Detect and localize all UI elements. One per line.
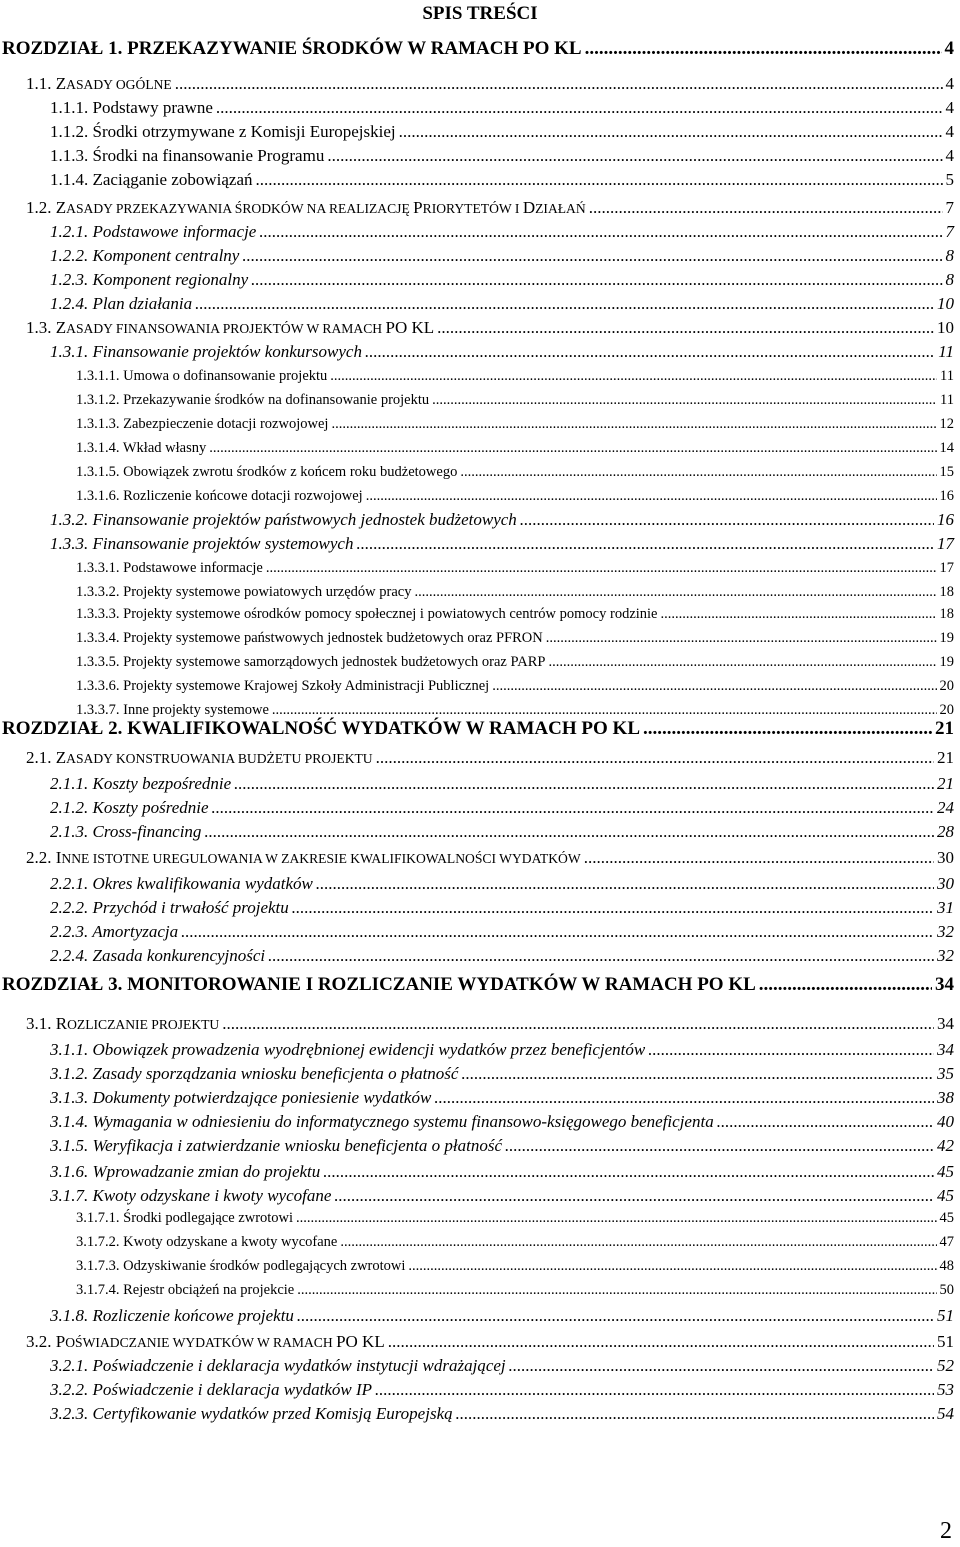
toc-page-number: 5: [945, 170, 954, 189]
toc-entry[interactable]: [50, 1112, 954, 1132]
toc-entry[interactable]: [50, 98, 954, 118]
toc-dot-leader: [432, 392, 937, 409]
toc-page-number: 16: [937, 510, 954, 529]
toc-entry-label: [26, 1332, 385, 1352]
toc-dot-leader: [643, 718, 932, 740]
toc-entry-label-part: 1.1.: [26, 74, 56, 93]
toc-entry-label: 3.1.1. Obowiązek prowadzenia wyodrębnionej ewidencji wydatków przez beneficjentów: [50, 1040, 646, 1059]
toc-dot-leader: [216, 98, 943, 118]
toc-entry-label-part: ASADY FINANSOWANIA PROJEKTÓW W RAMACH: [66, 321, 386, 336]
toc-dot-leader: [365, 342, 935, 362]
toc-entry[interactable]: [50, 294, 954, 314]
toc-entry-label-part: 2.1.: [26, 748, 56, 767]
toc-page-number: 10: [937, 318, 954, 337]
toc-page-number: 40: [937, 1112, 954, 1131]
toc-entry-label-part: OŚWIADCZANIE WYDATKÓW W RAMACH: [65, 1335, 337, 1350]
toc-entry-label: 1.3.1.5. Obowiązek zwrotu środków z końcem roku budżetowego: [76, 464, 458, 480]
toc-entry[interactable]: [50, 1306, 954, 1326]
toc-chapter-entry[interactable]: [2, 718, 954, 740]
toc-dot-leader: [460, 464, 936, 481]
toc-entry-label: ROZDZIAŁ 3. MONITOROWANIE I ROZLICZANIE WYDATKÓW W RAMACH PO KL: [2, 974, 756, 995]
toc-entry[interactable]: [50, 822, 954, 842]
toc-entry-label: 1.3.1. Finansowanie projektów konkursowych: [50, 342, 362, 361]
toc-dot-leader: [330, 368, 937, 385]
toc-dot-leader: [585, 38, 942, 60]
toc-entry-label-part: PO KL: [385, 318, 435, 337]
toc-entry-label: 1.2.3. Komponent regionalny: [50, 270, 249, 289]
toc-page-number: 19: [939, 630, 954, 646]
toc-page-number: 38: [937, 1088, 954, 1107]
toc-page-number: 10: [937, 294, 954, 313]
toc-entry[interactable]: [76, 702, 954, 719]
toc-page-number: 51: [937, 1332, 954, 1351]
toc-entry[interactable]: [76, 368, 954, 385]
toc-chapter-entry[interactable]: [2, 38, 954, 60]
toc-page-number: 20: [939, 702, 954, 718]
toc-dot-leader: [242, 246, 942, 266]
toc-page-number: 34: [937, 1040, 954, 1059]
toc-dot-leader: [297, 1282, 936, 1299]
toc-chapter-entry[interactable]: [2, 974, 954, 996]
toc-entry[interactable]: [26, 318, 954, 338]
toc-dot-leader: [509, 1356, 934, 1376]
toc-entry[interactable]: [50, 774, 954, 794]
toc-entry-label: [26, 198, 586, 218]
toc-entry-label-part: RIORYTETÓW I: [422, 201, 523, 216]
toc-entry-label: 2.1.3. Cross-financing: [50, 822, 202, 841]
toc-dot-leader: [520, 510, 934, 530]
toc-entry-label-part: ZIAŁAŃ: [535, 201, 586, 216]
toc-page-number: 24: [937, 798, 954, 817]
toc-entry-label: 1.1.1. Podstawy prawne: [50, 98, 213, 117]
toc-entry[interactable]: [50, 1186, 954, 1206]
toc-entry[interactable]: [50, 1088, 954, 1108]
toc-entry-label: 2.1.1. Koszty bezpośrednie: [50, 774, 232, 793]
toc-dot-leader: [356, 534, 934, 554]
toc-dot-leader: [437, 318, 934, 338]
toc-entry-label: ROZDZIAŁ 2. KWALIFIKOWALNOŚĆ WYDATKÓW W RAMACH PO KL: [2, 718, 640, 739]
toc-entry-label: 1.3.1.2. Przekazywanie środków na dofinansowanie projektu: [76, 392, 430, 408]
toc-entry[interactable]: [76, 1210, 954, 1227]
toc-entry-label: 2.2.3. Amortyzacja: [50, 922, 179, 941]
toc-entry-label-part: 1.2.: [26, 198, 56, 217]
toc-dot-leader: [181, 922, 934, 942]
toc-entry-label: [26, 318, 434, 338]
toc-entry-label: 3.1.3. Dokumenty potwierdzające poniesienie wydatków: [50, 1088, 432, 1107]
toc-entry-label: 1.2.1. Podstawowe informacje: [50, 222, 257, 241]
toc-dot-leader: [456, 1404, 934, 1424]
toc-entry-label: 3.1.5. Weryfikacja i zatwierdzanie wniosku beneficjenta o płatność: [50, 1136, 503, 1155]
toc-dot-leader: [414, 584, 936, 601]
toc-dot-leader: [548, 654, 936, 671]
page-title: SPIS TREŚCI: [422, 3, 538, 24]
toc-entry-label: 2.2.2. Przychód i trwałość projektu: [50, 898, 289, 917]
toc-entry[interactable]: [50, 1040, 954, 1060]
toc-entry-label: 3.1.4. Wymagania w odniesieniu do informatycznego systemu finansowo-księgowego beneficjenta: [50, 1112, 714, 1131]
toc-entry-label: 1.3.3.6. Projekty systemowe Krajowej Szkoły Administracji Publicznej: [76, 678, 490, 694]
toc-entry-label-part: Z: [55, 198, 67, 217]
toc-entry-label: [26, 74, 172, 94]
toc-dot-leader: [505, 1136, 934, 1156]
toc-page-number: 51: [937, 1306, 954, 1325]
toc-entry[interactable]: [50, 534, 954, 554]
toc-entry-label: 3.1.2. Zasady sporządzania wniosku beneficjenta o płatność: [50, 1064, 459, 1083]
toc-entry[interactable]: [50, 1064, 954, 1084]
toc-entry-label-part: Z: [55, 748, 67, 767]
toc-entry-label: [26, 848, 581, 868]
toc-page-number: 16: [939, 488, 954, 504]
toc-page-number: 30: [937, 848, 954, 867]
toc-entry[interactable]: [76, 440, 954, 457]
toc-dot-leader: [259, 222, 942, 242]
toc-page-number: 32: [937, 922, 954, 941]
toc-dot-leader: [340, 1234, 936, 1251]
toc-entry-label: 1.3.3. Finansowanie projektów systemowych: [50, 534, 354, 553]
toc-page-number: 17: [937, 534, 954, 553]
toc-dot-leader: [759, 974, 932, 996]
toc-entry[interactable]: [50, 874, 954, 894]
toc-entry[interactable]: [76, 606, 954, 623]
toc-entry[interactable]: [26, 198, 954, 218]
toc-page-number: 32: [937, 946, 954, 965]
toc-entry-label: 3.1.7.2. Kwoty odzyskane a kwoty wycofane: [76, 1234, 338, 1250]
toc-entry[interactable]: [50, 1136, 954, 1156]
toc-dot-leader: [296, 1210, 936, 1227]
toc-dot-leader: [584, 848, 934, 868]
toc-entry[interactable]: [26, 848, 954, 868]
toc-entry-label: 3.1.7.1. Środki podlegające zwrotowi: [76, 1210, 294, 1226]
toc-dot-leader: [366, 488, 937, 505]
toc-entry[interactable]: [76, 630, 954, 647]
toc-dot-leader: [334, 1186, 934, 1206]
toc-entry-label: [26, 1014, 219, 1034]
toc-entry-label-part: 2.2.: [26, 848, 56, 867]
toc-entry[interactable]: [26, 1332, 954, 1352]
toc-page-number: 12: [939, 416, 954, 432]
toc-entry[interactable]: [76, 1282, 954, 1299]
toc-dot-leader: [323, 1162, 934, 1182]
toc-dot-leader: [461, 1064, 934, 1084]
toc-page-number: 8: [945, 246, 954, 265]
toc-dot-leader: [195, 294, 934, 314]
toc-page-number: 18: [939, 584, 954, 600]
toc-entry[interactable]: [76, 1234, 954, 1251]
toc-entry[interactable]: [76, 654, 954, 671]
toc-page-number: 4: [945, 146, 954, 165]
toc-entry-label: 1.3.3.1. Podstawowe informacje: [76, 560, 263, 576]
toc-entry-label: 3.1.7.3. Odzyskiwanie środków podlegających zwrotowi: [76, 1258, 406, 1274]
toc-entry-label-part: 3.2.: [26, 1332, 56, 1351]
toc-entry[interactable]: [50, 246, 954, 266]
toc-entry-label-part: P: [55, 1332, 66, 1351]
toc-page-number: 21: [937, 774, 954, 793]
toc-page-number: 50: [939, 1282, 954, 1298]
toc-dot-leader: [222, 1014, 934, 1034]
toc-page-number: 47: [939, 1234, 954, 1250]
toc-entry-label: 2.1.2. Koszty pośrednie: [50, 798, 209, 817]
toc-dot-leader: [268, 946, 934, 966]
toc-entry[interactable]: [50, 1404, 954, 1424]
toc-entry[interactable]: [50, 122, 954, 142]
toc-page-number: 17: [939, 560, 954, 576]
toc-entry-label-part: ASADY KONSTRUOWANIA BUDŻETU PROJEKTU: [66, 751, 373, 766]
toc-entry[interactable]: [76, 416, 954, 433]
toc-dot-leader: [204, 822, 934, 842]
toc-entry[interactable]: [50, 270, 954, 290]
toc-page-number: 21: [935, 718, 954, 739]
toc-page-number: 42: [937, 1136, 954, 1155]
toc-entry-label-part: PO KL: [336, 1332, 385, 1351]
toc-dot-leader: [256, 170, 943, 190]
toc-dot-leader: [316, 874, 934, 894]
toc-dot-leader: [212, 798, 934, 818]
toc-dot-leader: [331, 416, 936, 433]
toc-entry-label-part: P: [413, 198, 423, 217]
toc-entry[interactable]: [26, 74, 954, 94]
toc-entry-label-part: ASADY PRZEKAZYWANIA ŚRODKÓW NA REALIZACJĘ: [66, 201, 414, 216]
toc-page-number: 4: [944, 38, 954, 59]
toc-entry-label-part: 3.1.: [26, 1014, 56, 1033]
toc-entry[interactable]: [50, 1380, 954, 1400]
toc-page-number: 4: [945, 74, 954, 93]
toc-entry-label: 1.3.3.2. Projekty systemowe powiatowych urzędów pracy: [76, 584, 412, 600]
toc-entry-label: 1.3.3.3. Projekty systemowe ośrodków pomocy społecznej i powiatowych centrów pomocy rodzinie: [76, 606, 658, 622]
toc-entry[interactable]: [50, 798, 954, 818]
toc-entry-label: [26, 748, 373, 768]
toc-page-number: 20: [939, 678, 954, 694]
toc-page-number: 52: [937, 1356, 954, 1375]
toc-dot-leader: [175, 74, 943, 94]
toc-entry[interactable]: [50, 170, 954, 190]
toc-entry-label: 3.1.6. Wprowadzanie zmian do projektu: [50, 1162, 321, 1181]
toc-entry[interactable]: [50, 922, 954, 942]
toc-dot-leader: [388, 1332, 934, 1352]
toc-dot-leader: [251, 270, 942, 290]
toc-entry[interactable]: [26, 748, 954, 768]
toc-entry-label: 1.3.3.5. Projekty systemowe samorządowych jednostek budżetowych oraz PARP: [76, 654, 546, 670]
toc-entry[interactable]: [76, 392, 954, 409]
toc-page-number: 4: [945, 122, 954, 141]
toc-entry-label-part: Z: [55, 74, 67, 93]
toc-entry-label: 1.3.1.4. Wkład własny: [76, 440, 207, 456]
toc-entry-label: 1.2.4. Plan działania: [50, 294, 193, 313]
toc-entry-label: 1.3.1.6. Rozliczenie końcowe dotacji rozwojowej: [76, 488, 363, 504]
toc-entry-label: 3.2.2. Poświadczenie i deklaracja wydatków IP: [50, 1380, 372, 1399]
toc-dot-leader: [717, 1112, 934, 1132]
toc-dot-leader: [292, 898, 934, 918]
toc-page-number: 14: [939, 440, 954, 456]
toc-entry-label-part: D: [522, 198, 536, 217]
toc-page-number: 21: [937, 748, 954, 767]
toc-page-number: 34: [935, 974, 954, 995]
toc-entry[interactable]: [50, 222, 954, 242]
toc-page-number: 7: [945, 222, 954, 241]
toc-page-number: 30: [937, 874, 954, 893]
toc-page-number: 4: [945, 98, 954, 117]
toc-dot-leader: [234, 774, 934, 794]
toc-dot-leader: [297, 1306, 934, 1326]
toc-dot-leader: [546, 630, 937, 647]
toc-entry-label: 1.1.3. Środki na finansowanie Programu: [50, 146, 325, 165]
toc-page-number: 8: [945, 270, 954, 289]
toc-entry-label: 1.2.2. Komponent centralny: [50, 246, 240, 265]
toc-page-number: 45: [937, 1186, 954, 1205]
toc-page-number: 11: [940, 368, 954, 384]
toc-dot-leader: [399, 122, 943, 142]
toc-entry-label: 3.1.7. Kwoty odzyskane i kwoty wycofane: [50, 1186, 332, 1205]
toc-page-number: 28: [937, 822, 954, 841]
toc-entry[interactable]: [76, 464, 954, 481]
toc-entry[interactable]: [50, 898, 954, 918]
toc-dot-leader: [272, 702, 937, 719]
toc-page-number: 45: [937, 1162, 954, 1181]
toc-entry[interactable]: [50, 146, 954, 166]
toc-page-number: 19: [939, 654, 954, 670]
toc-dot-leader: [327, 146, 942, 166]
toc-dot-leader: [376, 748, 934, 768]
toc-entry[interactable]: [50, 510, 954, 530]
toc-page-number: 54: [937, 1404, 954, 1423]
toc-entry-label-part: R: [55, 1014, 68, 1033]
toc-dot-leader: [209, 440, 936, 457]
toc-page-number: 53: [937, 1380, 954, 1399]
toc-dot-leader: [648, 1040, 934, 1060]
toc-entry[interactable]: [50, 1356, 954, 1376]
toc-entry[interactable]: [76, 488, 954, 505]
toc-dot-leader: [589, 198, 943, 218]
toc-page-number: 7: [945, 198, 954, 217]
toc-entry[interactable]: [50, 342, 954, 362]
toc-entry-label-part: Z: [55, 318, 67, 337]
toc-dot-leader: [434, 1088, 934, 1108]
toc-entry-label: 3.2.1. Poświadczenie i deklaracja wydatków instytucji wdrażającej: [50, 1356, 506, 1375]
toc-page-number: 35: [937, 1064, 954, 1083]
toc-entry-label-part: NNE ISTOTNE UREGULOWANIA W ZAKRESIE KWALIFIKOWALNOŚCI WYDATKÓW: [61, 851, 581, 866]
toc-dot-leader: [375, 1380, 934, 1400]
toc-entry-label: 1.3.1.1. Umowa o dofinansowanie projektu: [76, 368, 328, 384]
toc-entry[interactable]: [50, 946, 954, 966]
toc-entry-label-part: OZLICZANIE PROJEKTU: [67, 1017, 220, 1032]
toc-page-number: 11: [938, 342, 954, 361]
toc-page-number: 34: [937, 1014, 954, 1033]
toc-entry[interactable]: [50, 1162, 954, 1182]
toc-entry-label: 1.3.1.3. Zabezpieczenie dotacji rozwojowej: [76, 416, 329, 432]
toc-entry[interactable]: [76, 584, 954, 601]
toc-entry-label: 1.1.4. Zaciąganie zobowiązań: [50, 170, 253, 189]
toc-page-number: 31: [937, 898, 954, 917]
toc-page-number: 45: [939, 1210, 954, 1226]
toc-entry-label-part: 1.3.: [26, 318, 56, 337]
toc-entry-label: 2.2.1. Okres kwalifikowania wydatków: [50, 874, 313, 893]
toc-dot-leader: [661, 606, 937, 623]
toc-entry-label: 3.1.7.4. Rejestr obciążeń na projekcie: [76, 1282, 295, 1298]
toc-entry[interactable]: [76, 560, 954, 577]
toc-dot-leader: [492, 678, 936, 695]
toc-entry-label: ROZDZIAŁ 1. PRZEKAZYWANIE ŚRODKÓW W RAMACH PO KL: [2, 38, 582, 59]
toc-entry-label: 3.2.3. Certyfikowanie wydatków przed Komisją Europejską: [50, 1404, 453, 1423]
toc-entry-label: 1.3.3.7. Inne projekty systemowe: [76, 702, 269, 718]
toc-dot-leader: [408, 1258, 936, 1275]
toc-entry-label: 1.3.3.4. Projekty systemowe państwowych jednostek budżetowych oraz PFRON: [76, 630, 543, 646]
toc-entry-label-part: ASADY OGÓLNE: [66, 77, 172, 92]
toc-page-number: 11: [940, 392, 954, 408]
toc-page-number: 48: [939, 1258, 954, 1274]
toc-entry-label-part: I: [55, 848, 62, 867]
toc-page-number: 18: [939, 606, 954, 622]
toc-entry[interactable]: [26, 1014, 954, 1034]
page-number: 2: [940, 1518, 952, 1544]
toc-entry[interactable]: [76, 678, 954, 695]
toc-entry-label: 2.2.4. Zasada konkurencyjności: [50, 946, 266, 965]
toc-dot-leader: [266, 560, 937, 577]
toc-entry[interactable]: [76, 1258, 954, 1275]
toc-entry-label: 3.1.8. Rozliczenie końcowe projektu: [50, 1306, 294, 1325]
toc-page-number: 15: [939, 464, 954, 480]
toc-entry-label: 1.1.2. Środki otrzymywane z Komisji Europejskiej: [50, 122, 396, 141]
toc-entry-label: 1.3.2. Finansowanie projektów państwowych jednostek budżetowych: [50, 510, 517, 529]
